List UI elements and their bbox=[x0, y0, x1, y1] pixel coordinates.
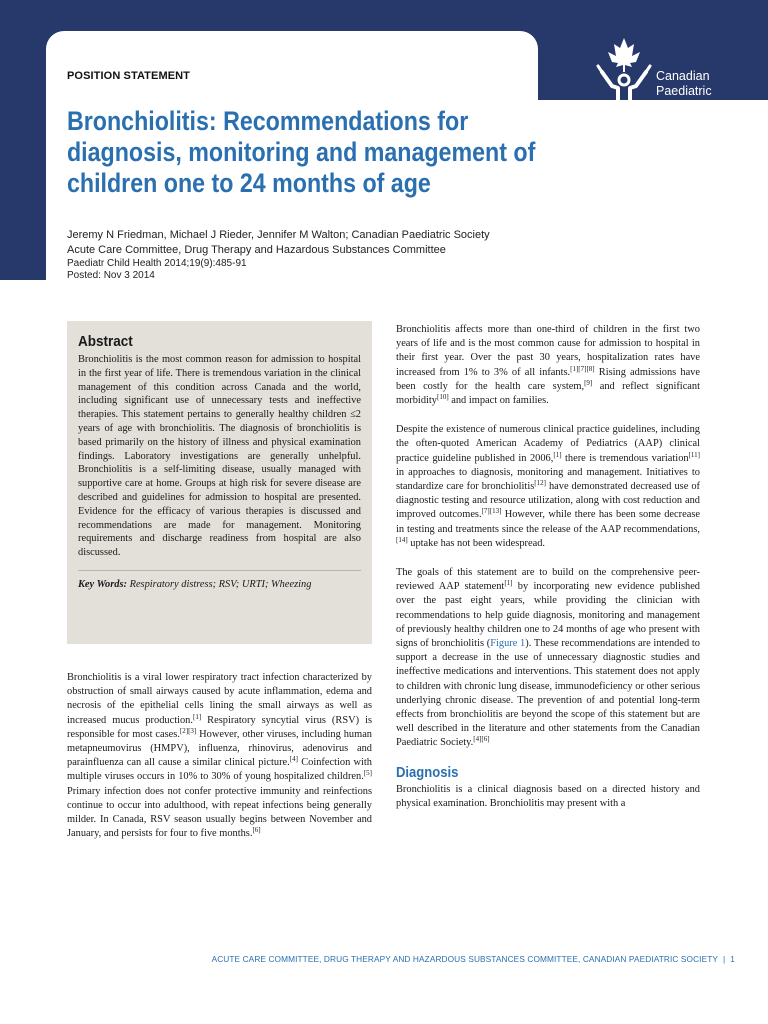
text-run: Despite the existence of numerous clinical practice guidelines, including the often-quoted American Academy of Pediatrics (AAP) clinical practice guideline published in 2006, bbox=[396, 424, 700, 464]
posted-date: Posted: Nov 3 2014 bbox=[67, 270, 155, 281]
position-statement-label: POSITION STATEMENT bbox=[67, 70, 191, 82]
citation-ref[interactable]: [1][7][8] bbox=[570, 364, 595, 373]
page-number: 1 bbox=[730, 954, 735, 964]
keywords-value: Respiratory distress; RSV; URTI; Wheezing bbox=[129, 578, 312, 590]
citation-ref[interactable]: [10] bbox=[436, 393, 449, 402]
text-run: in approaches to diagnosis, monitoring and management. Initiatives to standardize care for bronchiolitis bbox=[396, 466, 700, 493]
text-run: Bronchiolitis is a viral lower respiratory tract infection characterized by obstruction of small airways caused by acute inflammation, edema and necrosis of the epithelial cells lining the small airways as well as increased mucus production. bbox=[67, 672, 372, 726]
text-run: by incorporating new evidence published over the past eight years, while providing the clinician with recommendations to help guide diagnosis, monitoring and management of previously healthy children one to 24 months of age who present with signs of bronchiolitis ( bbox=[396, 581, 700, 650]
citation-ref[interactable]: [4][6] bbox=[473, 735, 490, 744]
text-run: Respiratory syncytial virus (RSV) is responsible for most cases. bbox=[67, 714, 373, 740]
text-run: Rising admissions have been costly for the health care system, bbox=[396, 366, 700, 392]
logo-wordmark bbox=[656, 69, 712, 114]
committee: Acute Care Committee, Drug Therapy and Hazardous Substances Committee bbox=[67, 244, 446, 256]
right-column bbox=[396, 323, 700, 811]
text-run: have demonstrated decreased use of diagnostic testing and resource utilization, along with cost reduction and improved outcomes. bbox=[396, 481, 700, 521]
text-run: Primary infection does not confer protective immunity and reinfections continue to occur into adulthood, with repeat infections being generally milder. In Canada, RSV season usually begins between November and January, and persists for four to five months. bbox=[67, 785, 372, 840]
citation-ref[interactable]: [1] bbox=[504, 579, 513, 588]
text-run: However, other viruses, including human metapneumovirus (HMPV), influenza, rhinovirus, adenovirus and parainfluenza can all cause a similar clinical picture. bbox=[67, 728, 372, 769]
text-run: uptake has not been widespread. bbox=[407, 537, 546, 549]
diagnosis-heading: Diagnosis bbox=[396, 764, 459, 781]
citation-ref[interactable]: [1] bbox=[553, 450, 562, 459]
keywords-label: Key Words: bbox=[78, 578, 127, 590]
citation-ref[interactable]: [4] bbox=[289, 755, 298, 764]
abstract-title: Abstract bbox=[78, 333, 133, 350]
keywords bbox=[78, 579, 361, 590]
text-run: ). These recommendations are intended to support a decrease in the use of unnecessary diagnostic studies and ineffective medications and interventions. This statement does not apply to children with chronic lung disease, immunodeficiency or other serious underlying chronic disease. The prevention of and potential long-term effects from bronchiolitis are beyond the scope of this statement but are well described in the literature and other statements from the Canadian Paediatric Society. bbox=[396, 638, 700, 749]
title-line: diagnosis, monitoring and management of bbox=[67, 137, 536, 167]
citation-ref[interactable]: [9] bbox=[584, 378, 593, 387]
text-run: However, while there has been some decrease in testing and treatments since the release of the AAP recommendations, bbox=[396, 509, 700, 535]
citation-ref[interactable]: [1] bbox=[192, 712, 202, 721]
citation-ref[interactable]: [12] bbox=[534, 479, 546, 488]
citation-ref[interactable]: [14] bbox=[396, 535, 408, 544]
logo-word: Canadian bbox=[656, 69, 710, 83]
text-run: Bronchiolitis affects more than one-third of children in the first two years of life and is the most common cause for admission to hospital in their first year. Over the past 30 years, hospitalization rates have increased from 1% to 3% of all infants. bbox=[396, 324, 700, 378]
logo-word: Paediatric bbox=[656, 84, 712, 98]
text-run: and reflect significant morbidity bbox=[396, 380, 701, 407]
abstract-divider bbox=[78, 570, 361, 571]
citation: Paediatr Child Health 2014;19(9):485-91 bbox=[67, 258, 247, 269]
text-run: and impact on families. bbox=[448, 395, 549, 407]
authors: Jeremy N Friedman, Michael J Rieder, Jennifer M Walton; Canadian Paediatric Society bbox=[67, 229, 490, 241]
title-line: Bronchiolitis: Recommendations for bbox=[67, 106, 469, 136]
citation-ref[interactable]: [6] bbox=[252, 826, 261, 835]
abstract-body: Bronchiolitis is the most common reason for admission to hospital in the first year of life. There is tremendous variation in the clinical management of this condition across Canada and the world, including significant use of unnecessary tests and ineffective therapies. This statement pertains to generally healthy children ≤2 years of age with bronchiolitis. The diagnosis of bronchiolitis is based primarily on the history of illness and physical examination findings. Laboratory investigations are generally unhelpful. Bronchiolitis is a self-limiting disease, usually managed with supportive care at home. Groups at high risk for severe disease are described and guidelines for admission to hospital are presented. Evidence for the efficacy of various therapies is discussed and recommendations are made for management. Monitoring requirements and discharge readiness from hospital are also discussed. bbox=[78, 354, 361, 559]
paragraph bbox=[396, 423, 700, 551]
citation-ref[interactable]: [5] bbox=[363, 769, 372, 778]
paragraph bbox=[396, 323, 700, 408]
citation-ref[interactable]: [11] bbox=[688, 450, 700, 459]
citation-ref[interactable]: [7][13] bbox=[481, 507, 502, 516]
text-run: there is tremendous variation bbox=[561, 452, 689, 464]
article-meta bbox=[67, 228, 490, 282]
text-run: Coinfection with multiple viruses occurs in 10% to 30% of young hospitalized children. bbox=[67, 757, 372, 783]
page-footer bbox=[0, 954, 735, 964]
title-line: children one to 24 months of age bbox=[67, 168, 431, 198]
citation-ref[interactable]: [2][3] bbox=[179, 726, 197, 735]
abstract-box bbox=[67, 321, 372, 644]
paragraph bbox=[396, 566, 700, 751]
footer-text: ACUTE CARE COMMITTEE, DRUG THERAPY AND HAZARDOUS SUBSTANCES COMMITTEE, CANADIAN PAEDIATRIC SOCIETY bbox=[211, 954, 719, 964]
diagnosis-body: Bronchiolitis is a clinical diagnosis based on a directed history and physical examination. Bronchiolitis may present with a bbox=[396, 783, 700, 810]
logo-word: Society bbox=[656, 99, 697, 113]
page-title bbox=[67, 106, 549, 199]
text-run: The goals of this statement are to build on the comprehensive peer-reviewed AAP statement bbox=[396, 567, 700, 593]
figure-1-link[interactable]: Figure 1 bbox=[490, 638, 526, 650]
footer-separator: | bbox=[723, 954, 726, 964]
intro-paragraph bbox=[67, 671, 372, 841]
